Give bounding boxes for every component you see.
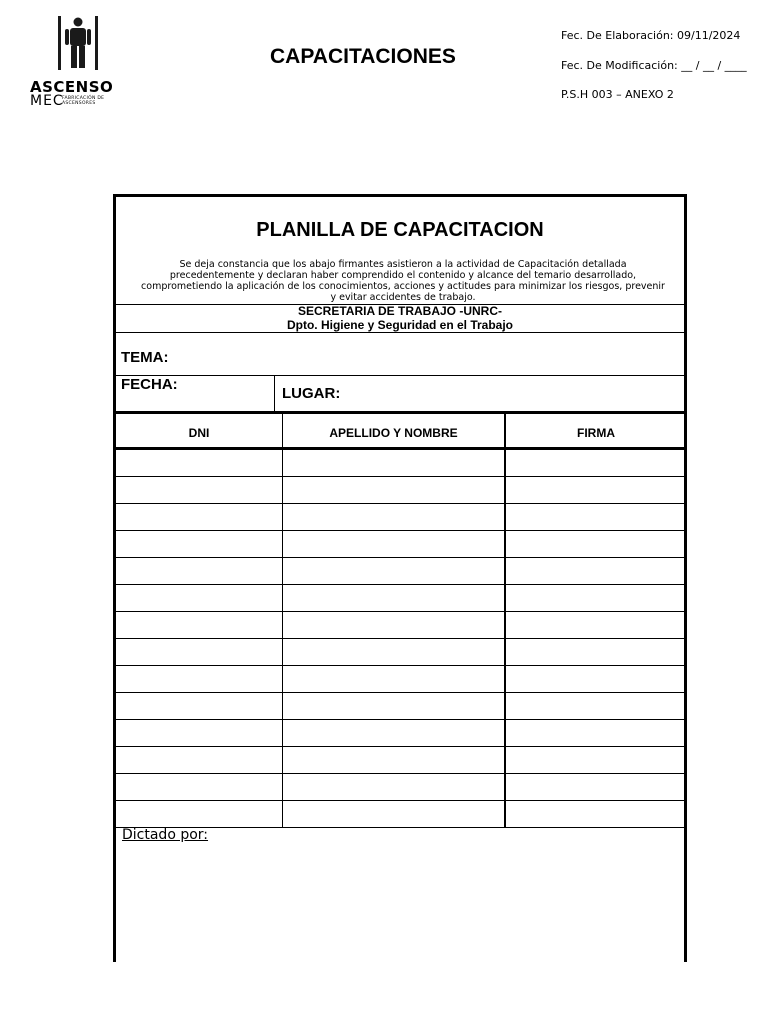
table-row-line <box>116 638 684 639</box>
fecha-label: FECHA: <box>121 376 178 393</box>
brand-tagline: FABRICACIÓN DE ASCENSORES <box>62 96 105 106</box>
document-code: P.S.H 003 – ANEXO 2 <box>561 88 674 101</box>
column-header-apellido-nombre: APELLIDO Y NOMBRE <box>329 426 458 440</box>
table-row-line <box>116 746 684 747</box>
brand-name: ASCENSO <box>30 78 114 96</box>
table-row-line <box>116 584 684 585</box>
table-row-line <box>116 719 684 720</box>
attendance-form <box>113 194 687 962</box>
table-row-line <box>116 692 684 693</box>
form-intro-text: Se deja constancia que los abajo firmantes asistieron a la actividad de Capacitación detallada precedentemente y declaran haber comprendido el contenido y alcance del temario desarrollado, comprometiendo la aplicación de los conocimientos, acciones y actitudes para minimizar los riesgos, prevenir y evitar accidentes de trabajo. <box>141 259 665 303</box>
fecha-elaboracion: Fec. De Elaboración: 09/11/2024 <box>561 29 741 42</box>
brand-sub-name: MEC <box>30 93 64 109</box>
org-line-2: Dpto. Higiene y Seguridad en el Trabajo <box>286 318 514 332</box>
table-row-line <box>116 611 684 612</box>
dictado-por-label: Dictado por: <box>122 827 209 843</box>
page-title: CAPACITACIONES <box>270 45 456 68</box>
table-row-line <box>116 800 684 801</box>
table-row-line <box>116 503 684 504</box>
fecha-modificacion: Fec. De Modificación: __ / __ / ____ <box>561 59 747 72</box>
org-line-1: SECRETARIA DE TRABAJO -UNRC- <box>298 304 502 318</box>
column-header-dni: DNI <box>188 426 210 440</box>
table-row-line <box>116 557 684 558</box>
table-row-line <box>116 530 684 531</box>
table-row-line <box>116 773 684 774</box>
tema-label: TEMA: <box>121 349 169 366</box>
table-row-line <box>116 476 684 477</box>
column-header-firma: FIRMA <box>577 426 615 440</box>
table-row-line <box>116 665 684 666</box>
lugar-label: LUGAR: <box>282 385 341 402</box>
form-title: PLANILLA DE CAPACITACION <box>256 219 544 241</box>
